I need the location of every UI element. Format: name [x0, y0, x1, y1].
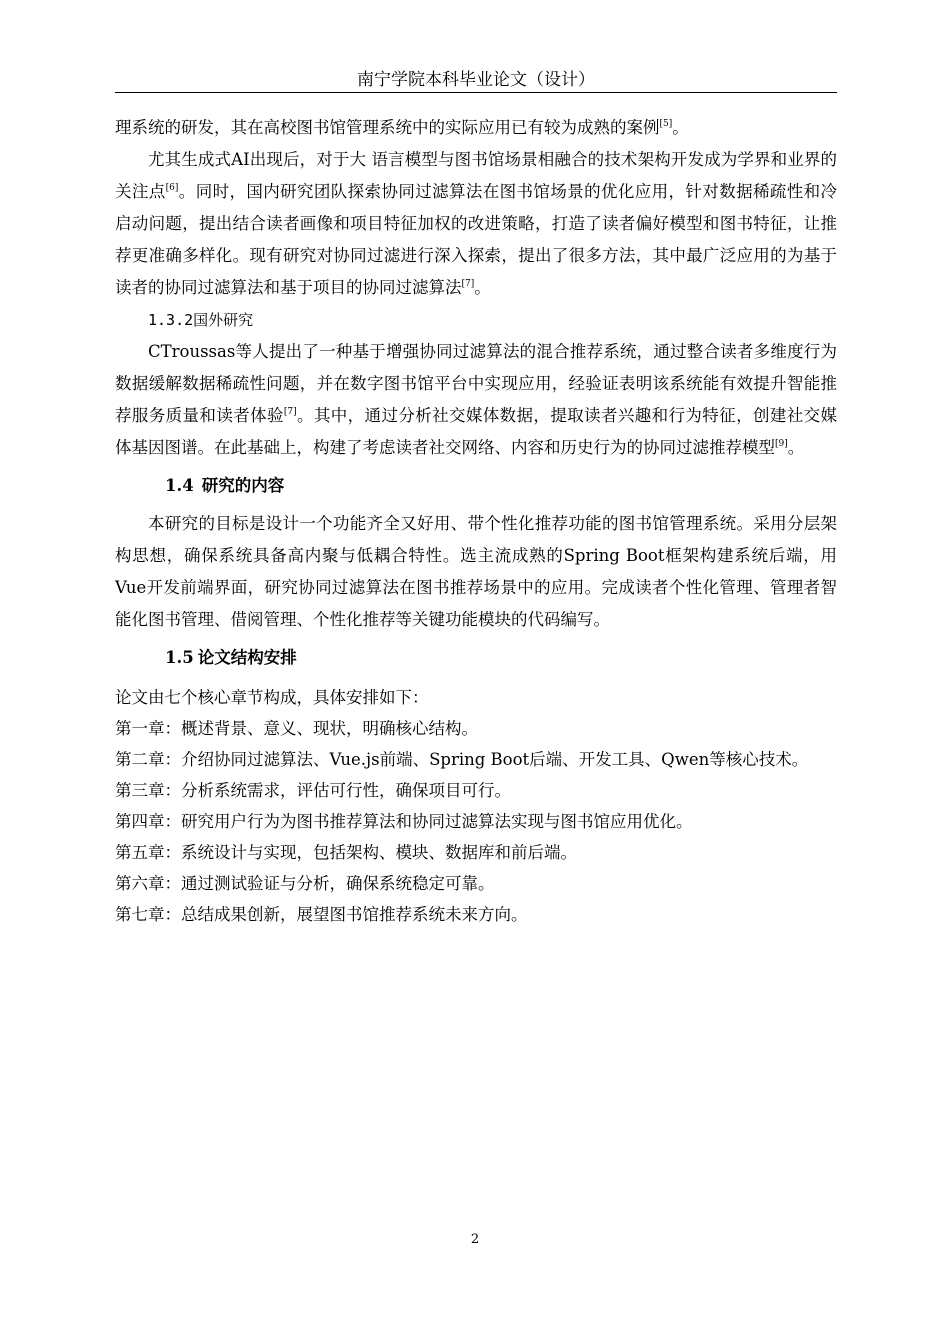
paragraph-end: 。 — [787, 438, 805, 457]
paragraph-foreign-research — [115, 336, 837, 464]
paragraph-continuation — [115, 112, 837, 144]
chapter-item: 第三章：分析系统需求，评估可行性，确保项目可行。 — [115, 781, 511, 800]
paragraph-text: CTroussas等人提出了一种基于增强协同过滤算法的混合推荐系统，通过整合读者多维度行为数据缓解数据稀疏性问题，并在数字图书馆平台中实现应用，经验证表明该系统能有效提升智能推荐服务质量和读者体验 — [115, 342, 837, 425]
paragraph-text: 。同时，国内研究团队探索协同过滤算法在图书馆场景的优化应用，针对数据稀疏性和冷启动问题，提出结合读者画像和项目特征加权的改进策略，打造了读者偏好模型和图书特征，让推荐更准确多样化。现有研究对协同过滤进行深入探索，提出了很多方法，其中最广泛应用的为基于读者的协同过滤算法和基于项目的协同过滤算法 — [115, 182, 838, 297]
section-number: 1.4 — [165, 476, 194, 495]
paragraph-domestic-research — [115, 144, 837, 304]
paragraph-text: 尤其生成式AI出现后，对于大 语言模型与图书馆场景相融合的技术架构开发成为学界和业界的关注点 — [115, 150, 837, 201]
citation: [5] — [659, 119, 673, 129]
citation: [7] — [461, 279, 475, 289]
paragraph-end: 。 — [672, 118, 689, 137]
paragraph-text: 理系统的研发，其在高校图书馆管理系统中的实际应用已有较为成熟的案例 — [115, 118, 660, 137]
section-title: 研究的内容 — [201, 476, 285, 495]
citation: [6] — [165, 183, 179, 193]
subsection-heading-foreign-research: 1.3.2国外研究 — [148, 311, 254, 329]
citation: [7] — [283, 407, 297, 417]
page-number: 2 — [470, 1232, 480, 1247]
section-heading-1-4 — [115, 468, 837, 504]
chapter-item: 第六章：通过测试验证与分析，确保系统稳定可靠。 — [115, 874, 495, 893]
chapter-item: 第二章：介绍协同过滤算法、Vue.js前端、Spring Boot后端、开发工具、Qwen等核心技术。 — [115, 750, 809, 769]
chapter-item: 第四章：研究用户行为为图书推荐算法和协同过滤算法实现与图书馆应用优化。 — [115, 812, 693, 831]
paragraph-text: 。其中，通过分析社交媒体数据，提取读者兴趣和行为特征，创建社交媒体基因图谱。在此基础上，构建了考虑读者社交网络、内容和历史行为的协同过滤推荐模型 — [115, 406, 838, 457]
section-title: 论文结构安排 — [197, 648, 297, 667]
chapter-item: 第七章：总结成果创新，展望图书馆推荐系统未来方向。 — [115, 905, 528, 924]
chapter-intro: 论文由七个核心章节构成，具体安排如下： — [115, 688, 429, 707]
paragraph-research-content: 本研究的目标是设计一个功能齐全又好用、带个性化推荐功能的图书馆管理系统。采用分层架构思想，确保系统具备高内聚与低耦合特性。选主流成熟的Spring Boot框架构建系统后端，用Vue开发前端界面，研究协同过滤算法在图书推荐场景中的应用。完成读者个性化管理、管理者智能化图书管理、借阅管理、个性化推荐等关键功能模块的代码编写。 — [115, 514, 837, 629]
section-number: 1.5 — [165, 648, 194, 667]
chapter-item: 第一章：概述背景、意义、现状，明确核心结构。 — [115, 719, 478, 738]
chapter-item: 第五章：系统设计与实现，包括架构、模块、数据库和前后端。 — [115, 843, 577, 862]
citation: [9] — [775, 439, 788, 449]
paragraph-end: 。 — [474, 278, 491, 297]
running-header: 南宁学院本科毕业论文（设计） — [357, 70, 595, 90]
page-body — [115, 112, 837, 930]
header-rule — [115, 92, 837, 93]
section-heading-1-5 — [115, 640, 837, 676]
